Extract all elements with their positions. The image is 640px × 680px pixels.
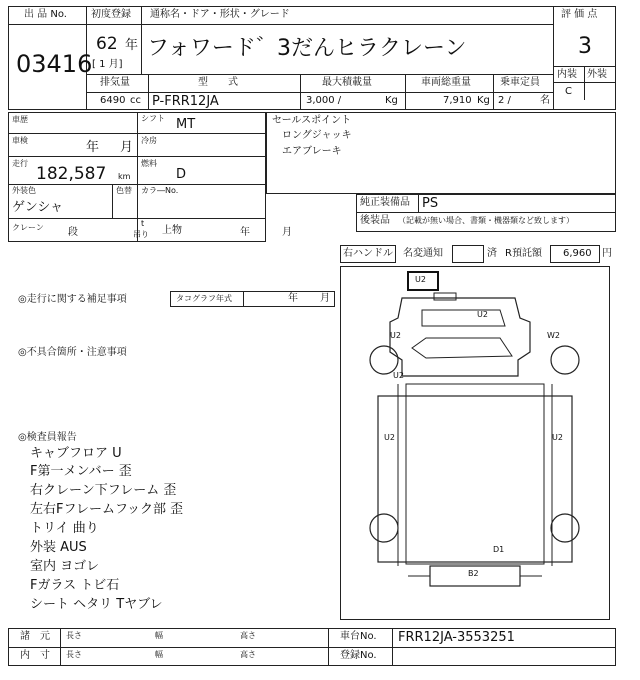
recycle-fee-label: R預託額 — [505, 248, 542, 259]
crane-year: 年 — [240, 227, 250, 238]
car-name: フォワード゛ — [147, 36, 278, 61]
displacement-label: 排気量 — [100, 77, 130, 88]
color-no-label: カラ―No. — [141, 186, 179, 195]
front-bumper-box — [434, 293, 456, 300]
aftermarket-note: （記載が無い場合、書類・機器類など致します） — [398, 216, 574, 225]
cab-roof — [412, 338, 512, 358]
right-hand-drive: 右ハンドル — [343, 248, 393, 259]
inspector-item: 外装 AUS — [30, 540, 87, 555]
crane-hoist: 吊り — [133, 230, 149, 239]
lot-no: 03416 — [16, 50, 93, 78]
sales-point-item: ロングジャッキ — [282, 130, 352, 141]
crane-unit-t: t — [141, 219, 145, 228]
mark-right-front: W2 — [547, 331, 560, 340]
inspector-item: Fガラス トビ石 — [30, 578, 120, 593]
inspection-label: 車検 — [12, 136, 28, 145]
reg-year-unit: 年 — [125, 38, 139, 53]
mark-rear: B2 — [468, 569, 479, 578]
interior-score: C — [565, 86, 572, 97]
defects-label: ◎不具合箇所・注意事項 — [18, 347, 127, 358]
mark-left-front: U2 — [390, 331, 401, 340]
title-label: 通称名・ドア・形状・グレード — [150, 9, 290, 20]
truck-diagram — [340, 266, 610, 620]
recycle-fee: 6,960 — [563, 248, 592, 259]
bed-outline — [378, 396, 572, 562]
sales-point-item: エアブレーキ — [282, 146, 342, 157]
inspector-item: 左右Fフレームフック部 歪 — [30, 502, 184, 517]
score-label: 評 価 点 — [561, 9, 598, 20]
mileage: 182,587 — [36, 164, 107, 184]
crane-top-label: 上物 — [162, 225, 182, 236]
windshield — [422, 310, 505, 326]
truck-diagram-svg — [340, 266, 610, 620]
max-load-label: 最大積載量 — [322, 77, 372, 88]
reg-year: 62 — [96, 34, 118, 54]
inspector-item: シート ヘタリ Tヤブレ — [30, 597, 163, 612]
ext-color: ゲンシャ — [12, 200, 64, 215]
aftermarket-label: 後装品 — [360, 215, 390, 226]
length-label: 長さ — [66, 631, 82, 640]
capacity: 2 / — [498, 95, 511, 106]
gross-weight: 7,910 — [443, 95, 472, 106]
height-label: 高さ — [240, 631, 256, 640]
capacity-label: 乗車定員 — [500, 77, 540, 88]
displacement: 6490 — [100, 95, 126, 106]
mark-cab-roof: U2 — [477, 310, 488, 319]
interior-label: 内装 — [557, 69, 577, 80]
genuine-equipment-label: 純正装備品 — [360, 197, 410, 208]
wheel-front-right — [551, 346, 579, 374]
capacity-unit: 名 — [540, 95, 550, 106]
reg-month: [ 1 月] — [92, 59, 123, 70]
max-load: 3,000 / — [306, 95, 342, 106]
displacement-unit: cc — [130, 95, 141, 106]
crane-month: 月 — [282, 227, 292, 238]
spec-label: 諸 元 — [20, 631, 50, 642]
bed-inner — [406, 384, 544, 564]
first-reg-label: 初度登録 — [91, 9, 131, 20]
supplement-label: ◎走行に関する補足事項 — [18, 294, 127, 305]
recycle-label: 済 — [487, 248, 497, 259]
wheel-front-left — [370, 346, 398, 374]
crane-steps: 段 — [68, 227, 78, 238]
history-label: 車歴 — [12, 115, 28, 124]
lot-no-label: 出 品 No. — [24, 9, 67, 20]
exterior-label: 外装 — [587, 69, 607, 80]
mileage-label: 走行 — [12, 159, 28, 168]
chassis-no: FRR12JA-3553251 — [398, 630, 515, 645]
tacho-year: 年 — [288, 293, 298, 304]
tacho-label: タコグラフ年式 — [176, 294, 232, 303]
mark-front-top: U2 — [415, 275, 426, 284]
inspector-item: キャブフロア U — [30, 446, 122, 461]
width-label: 幅 — [155, 631, 163, 640]
wheel-rear-right — [551, 514, 579, 542]
inspector-label: ◎検査員報告 — [18, 432, 77, 443]
name-change-label: 名変通知 — [403, 248, 443, 259]
inspection-year: 年 — [86, 140, 100, 155]
recycle-unit: 円 — [602, 248, 612, 259]
inspector-item: F第一メンバー 歪 — [30, 464, 132, 479]
shift-label: シフト — [141, 114, 165, 123]
color-change-label: 色替 — [116, 186, 132, 195]
mileage-unit: km — [118, 172, 131, 181]
chassis-label: 車台No. — [340, 631, 377, 642]
crane-label: クレーン — [12, 223, 44, 232]
dims-label: 内 寸 — [20, 650, 50, 661]
mark-bed-rear: D1 — [493, 545, 505, 554]
inspector-item: 室内 ヨゴレ — [30, 559, 100, 574]
tacho-month: 月 — [320, 293, 330, 304]
model: P-FRR12JA — [152, 94, 219, 109]
gross-weight-label: 車両総重量 — [421, 77, 471, 88]
sales-points-label: セールスポイント — [272, 115, 352, 126]
fuel-value: D — [176, 167, 187, 182]
fuel-label: 燃料 — [141, 159, 157, 168]
cooler-label: 冷房 — [141, 136, 157, 145]
inspector-item: トリイ 曲り — [30, 521, 99, 536]
max-load-unit: Kg — [385, 95, 398, 106]
inspection-month: 月 — [120, 140, 134, 155]
mark-right-bed: U2 — [552, 433, 563, 442]
score: 3 — [578, 34, 592, 59]
mark-left-bed: U2 — [384, 433, 395, 442]
ext-color-label: 外装色 — [12, 186, 36, 195]
model-label: 型 式 — [198, 77, 238, 88]
length-label: 長さ — [66, 650, 82, 659]
inspector-item: 右クレーン下フレーム 歪 — [30, 483, 177, 498]
wheel-rear-left — [370, 514, 398, 542]
shift-value: MT — [176, 117, 196, 132]
name-change-box — [452, 245, 484, 263]
height-label: 高さ — [240, 650, 256, 659]
gross-weight-unit: Kg — [477, 95, 490, 106]
car-grade: 3だんヒラクレーン — [277, 36, 467, 61]
genuine-equipment: PS — [422, 196, 439, 211]
registration-label: 登録No. — [340, 650, 377, 661]
mark-left-mid: U2 — [393, 371, 404, 380]
width-label: 幅 — [155, 650, 163, 659]
